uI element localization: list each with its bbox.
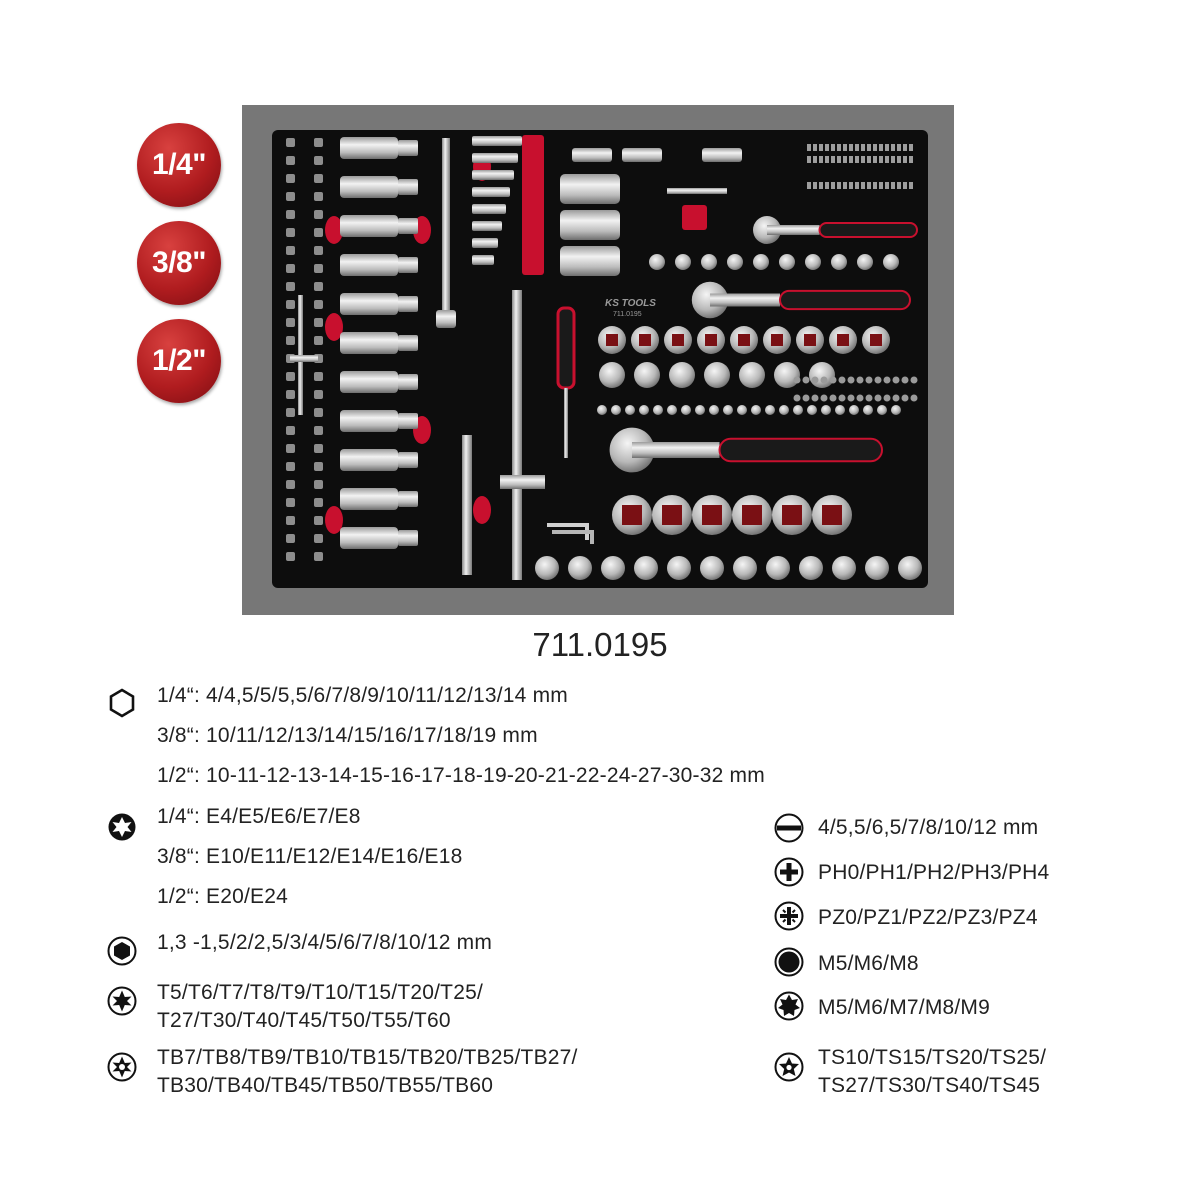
deep-socket-end <box>398 257 418 273</box>
pozidriv-icon <box>774 901 804 931</box>
bit <box>314 390 323 399</box>
socket-drive <box>870 334 882 346</box>
bit <box>314 408 323 417</box>
deep-socket <box>340 371 398 393</box>
bit-socket <box>863 405 873 415</box>
bit-socket <box>807 405 817 415</box>
small-socket <box>472 170 514 180</box>
torx-bit <box>902 377 909 384</box>
ts-line-2: TS27/TS30/TS40/TS45 <box>818 1074 1041 1097</box>
bit-strip <box>885 144 889 151</box>
torx-bore-icon <box>107 1052 137 1082</box>
torx-bit <box>902 395 909 402</box>
deep-socket <box>340 254 398 276</box>
bit <box>286 444 295 453</box>
bottom-socket <box>634 556 658 580</box>
e-torx-icon <box>107 812 137 842</box>
phillips-line: PH0/PH1/PH2/PH3/PH4 <box>818 861 1050 884</box>
xzn-line: M5/M6/M7/M8/M9 <box>818 996 990 1019</box>
bit-strip <box>891 144 895 151</box>
deep-socket <box>340 449 398 471</box>
bit-strip <box>825 182 829 189</box>
bit-strip <box>861 182 865 189</box>
torx-bit <box>893 377 900 384</box>
ratchet-neck <box>767 225 820 235</box>
bottom-socket <box>700 556 724 580</box>
bit-strip <box>891 156 895 163</box>
bit-socket <box>877 405 887 415</box>
bit-strip <box>879 144 883 151</box>
torx-bit <box>794 377 801 384</box>
bit-strip <box>861 156 865 163</box>
bit-strip <box>879 156 883 163</box>
screwdriver-handle <box>558 308 574 388</box>
socket-12 <box>634 362 660 388</box>
hexagon-outline-icon <box>107 688 137 718</box>
bit <box>286 498 295 507</box>
socket-drive <box>672 334 684 346</box>
screwdriver-shaft <box>564 388 568 458</box>
socket-38 <box>560 210 620 240</box>
bit <box>286 480 295 489</box>
bottom-socket <box>832 556 856 580</box>
torx-bit <box>839 395 846 402</box>
bit-strip <box>837 182 841 189</box>
hex-socket-line-1: 1/4“: 4/4,5/5/5,5/6/7/8/9/10/11/12/13/14 mm <box>157 684 568 707</box>
bit <box>286 318 295 327</box>
torx-bit <box>848 395 855 402</box>
small-socket <box>472 238 498 248</box>
bit-strip <box>837 156 841 163</box>
socket-12 <box>599 362 625 388</box>
bit <box>286 462 295 471</box>
bit-strip <box>885 156 889 163</box>
socket-14 <box>857 254 873 270</box>
slotted-icon <box>774 813 804 843</box>
ratchet-neck <box>632 442 720 458</box>
bit-socket <box>597 405 607 415</box>
ts-line-1: TS10/TS15/TS20/TS25/ <box>818 1046 1047 1069</box>
deep-socket-end <box>398 374 418 390</box>
small-socket <box>472 136 522 146</box>
spline-line: M5/M6/M8 <box>818 952 919 975</box>
socket-drive <box>804 334 816 346</box>
tray-logo-text: KS TOOLS <box>605 298 656 309</box>
large-socket-drive <box>622 505 642 525</box>
bit-socket <box>891 405 901 415</box>
bit-socket <box>667 405 677 415</box>
socket-drive <box>705 334 717 346</box>
bit-strip <box>873 156 877 163</box>
torx-bit <box>866 395 873 402</box>
bit <box>314 336 323 345</box>
bit-strip <box>819 144 823 151</box>
bit <box>286 336 295 345</box>
bit <box>286 552 295 561</box>
bit-strip <box>849 182 853 189</box>
torx-bit <box>857 377 864 384</box>
bit-socket <box>737 405 747 415</box>
ratchet-grip <box>720 439 883 461</box>
slotted-line: 4/5,5/6,5/7/8/10/12 mm <box>818 816 1039 839</box>
bit-strip <box>849 156 853 163</box>
torx-line-2: T27/T30/T40/T45/T50/T55/T60 <box>157 1009 451 1032</box>
socket-12 <box>739 362 765 388</box>
bit-strip <box>825 156 829 163</box>
socket-38 <box>560 174 620 204</box>
socket-14 <box>727 254 743 270</box>
bottom-socket <box>766 556 790 580</box>
deep-socket <box>340 527 398 549</box>
deep-socket <box>340 293 398 315</box>
bit-strip <box>843 182 847 189</box>
bit <box>286 138 295 147</box>
e-torx-line-3: 1/2“: E20/E24 <box>157 885 289 908</box>
bit <box>314 210 323 219</box>
bit <box>314 534 323 543</box>
hex-key-icon <box>107 936 137 966</box>
size-badge-half: 1/2" <box>137 319 221 403</box>
bit-strip <box>903 144 907 151</box>
phillips-icon <box>774 857 804 887</box>
socket-drive <box>639 334 651 346</box>
socket-14 <box>753 254 769 270</box>
extension-bar <box>442 138 450 318</box>
bit <box>286 300 295 309</box>
bit-strip <box>807 156 811 163</box>
bit <box>286 426 295 435</box>
bit <box>314 552 323 561</box>
large-socket-drive <box>702 505 722 525</box>
universal-joint <box>572 148 612 162</box>
bit <box>314 282 323 291</box>
torx-bit <box>812 377 819 384</box>
bit <box>314 192 323 201</box>
bit-strip <box>855 182 859 189</box>
bit-strip <box>897 144 901 151</box>
bit-strip <box>819 156 823 163</box>
bottom-socket <box>667 556 691 580</box>
socket-38 <box>560 246 620 276</box>
t-bar-cross <box>500 475 545 489</box>
bit <box>286 534 295 543</box>
bit-strip <box>831 156 835 163</box>
tool-tray <box>272 130 928 588</box>
socket-14 <box>701 254 717 270</box>
bit-strip <box>867 182 871 189</box>
socket-12 <box>774 362 800 388</box>
bit <box>286 228 295 237</box>
bit-strip <box>891 182 895 189</box>
bit-socket <box>849 405 859 415</box>
bottom-socket <box>799 556 823 580</box>
size-badge-quarter: 1/4" <box>137 123 221 207</box>
torx-bit <box>830 395 837 402</box>
torx-bit <box>839 377 846 384</box>
bit-strip <box>807 144 811 151</box>
bit-strip <box>813 144 817 151</box>
bit-socket <box>695 405 705 415</box>
bit-strip <box>873 144 877 151</box>
hex-socket-line-2: 3/8“: 10/11/12/13/14/15/16/17/18/19 mm <box>157 724 538 747</box>
torx-bit <box>803 395 810 402</box>
bit <box>286 246 295 255</box>
bit-strip <box>807 182 811 189</box>
bit <box>314 264 323 273</box>
ratchet-grip <box>780 291 910 309</box>
article-number: 711.0195 <box>532 626 668 663</box>
bit-socket <box>681 405 691 415</box>
bit <box>286 408 295 417</box>
deep-socket <box>340 137 398 159</box>
torx-bit <box>830 377 837 384</box>
bit <box>314 156 323 165</box>
torx-bit <box>893 395 900 402</box>
bit-strip <box>819 182 823 189</box>
torx-bore-line-1: TB7/TB8/TB9/TB10/TB15/TB20/TB25/TB27/ <box>157 1046 578 1069</box>
socket-drive <box>606 334 618 346</box>
bit <box>286 282 295 291</box>
bit <box>314 228 323 237</box>
socket-12 <box>704 362 730 388</box>
bit <box>286 174 295 183</box>
bit-strip <box>813 156 817 163</box>
small-extension <box>667 188 727 194</box>
large-socket-drive <box>782 505 802 525</box>
bit-socket <box>835 405 845 415</box>
small-socket <box>472 187 510 197</box>
bit-strip <box>831 182 835 189</box>
small-socket <box>472 204 506 214</box>
e-torx-line-2: 3/8“: E10/E11/E12/E14/E16/E18 <box>157 845 463 868</box>
deep-socket <box>340 176 398 198</box>
bit-strip <box>867 156 871 163</box>
universal-joint <box>702 148 742 162</box>
bottom-socket <box>535 556 559 580</box>
hex-socket-line-3: 1/2“: 10-11-12-13-14-15-16-17-18-19-20-21-22-24-27-30-32 mm <box>157 764 765 787</box>
socket-14 <box>779 254 795 270</box>
bit-strip <box>843 144 847 151</box>
deep-socket-end <box>398 335 418 351</box>
bit-socket <box>709 405 719 415</box>
bit-strip <box>879 182 883 189</box>
socket-12 <box>669 362 695 388</box>
socket-14 <box>649 254 665 270</box>
deep-socket-end <box>398 140 418 156</box>
bit <box>314 498 323 507</box>
short-extension <box>462 435 472 575</box>
small-socket <box>472 255 494 265</box>
bit <box>314 138 323 147</box>
universal-joint <box>622 148 662 162</box>
torx-bit <box>875 377 882 384</box>
bit <box>286 156 295 165</box>
bit-strip <box>837 144 841 151</box>
bit <box>314 246 323 255</box>
torx-bit <box>911 395 918 402</box>
spline-icon <box>774 947 804 977</box>
bit-strip <box>831 144 835 151</box>
bit-rail <box>522 135 544 275</box>
bottom-socket <box>568 556 592 580</box>
finger-cutout <box>473 496 491 524</box>
large-socket-drive <box>742 505 762 525</box>
large-socket-drive <box>822 505 842 525</box>
bit-strip <box>873 182 877 189</box>
torx-bit <box>884 395 891 402</box>
torx-icon <box>107 986 137 1016</box>
bit-strip <box>813 182 817 189</box>
t-bar <box>512 290 522 580</box>
bit <box>286 264 295 273</box>
extension-end <box>436 310 456 328</box>
deep-socket-end <box>398 491 418 507</box>
bottom-socket <box>733 556 757 580</box>
torx-line-1: T5/T6/T7/T8/T9/T10/T15/T20/T25/ <box>157 981 483 1004</box>
bit-strip <box>903 156 907 163</box>
deep-socket-end <box>398 530 418 546</box>
bit-socket <box>653 405 663 415</box>
bit-strip <box>909 156 913 163</box>
bit <box>286 210 295 219</box>
socket-drive <box>738 334 750 346</box>
t-handle-bar <box>290 355 318 362</box>
deep-socket <box>340 488 398 510</box>
bit-strip <box>897 156 901 163</box>
socket-14 <box>883 254 899 270</box>
ratchet-neck <box>710 294 780 307</box>
torx-bit <box>857 395 864 402</box>
deep-socket-end <box>398 413 418 429</box>
deep-socket-end <box>398 218 418 234</box>
tray-code-text: 711.0195 <box>613 311 642 318</box>
bit-strip <box>861 144 865 151</box>
bit-socket <box>821 405 831 415</box>
torx-bit <box>812 395 819 402</box>
large-socket-drive <box>662 505 682 525</box>
socket-14 <box>805 254 821 270</box>
torx-bit <box>821 377 828 384</box>
small-socket <box>472 221 502 231</box>
ratchet-grip <box>820 223 918 237</box>
bit <box>314 318 323 327</box>
holder <box>682 205 707 230</box>
bit <box>314 444 323 453</box>
bit-strip <box>855 144 859 151</box>
bit <box>314 372 323 381</box>
bottom-socket <box>865 556 889 580</box>
bit <box>286 390 295 399</box>
bit-strip <box>825 144 829 151</box>
pozidriv-line: PZ0/PZ1/PZ2/PZ3/PZ4 <box>818 906 1038 929</box>
bit-strip <box>855 156 859 163</box>
bit-strip <box>885 182 889 189</box>
small-socket <box>472 153 518 163</box>
bit-socket <box>639 405 649 415</box>
bit-socket <box>723 405 733 415</box>
socket-drive <box>771 334 783 346</box>
deep-socket <box>340 410 398 432</box>
bit <box>314 480 323 489</box>
bit <box>286 516 295 525</box>
torx-bit <box>911 377 918 384</box>
bit <box>314 426 323 435</box>
bit-socket <box>779 405 789 415</box>
bit-socket <box>611 405 621 415</box>
e-torx-line-1: 1/4“: E4/E5/E6/E7/E8 <box>157 805 361 828</box>
bit-strip <box>897 182 901 189</box>
torx-bit <box>794 395 801 402</box>
deep-socket <box>340 215 398 237</box>
torx-bit <box>875 395 882 402</box>
bit-strip <box>903 182 907 189</box>
xzn-icon <box>774 991 804 1021</box>
bit-socket <box>765 405 775 415</box>
torx-bit <box>884 377 891 384</box>
bit-strip <box>849 144 853 151</box>
bit <box>314 174 323 183</box>
torx-bit <box>821 395 828 402</box>
torx-bit <box>803 377 810 384</box>
torx-bit <box>866 377 873 384</box>
bottom-socket <box>898 556 922 580</box>
ts-icon <box>774 1052 804 1082</box>
bit <box>314 462 323 471</box>
bit-socket <box>625 405 635 415</box>
hex-key-line: 1,3 -1,5/2/2,5/3/4/5/6/7/8/10/12 mm <box>157 931 493 954</box>
size-badge-three-eighths: 3/8" <box>137 221 221 305</box>
bit <box>314 516 323 525</box>
deep-socket-end <box>398 452 418 468</box>
bottom-socket <box>601 556 625 580</box>
bit-socket <box>793 405 803 415</box>
bit-strip <box>867 144 871 151</box>
socket-drive <box>837 334 849 346</box>
bit <box>286 372 295 381</box>
bit-socket <box>751 405 761 415</box>
deep-socket <box>340 332 398 354</box>
bit <box>314 300 323 309</box>
socket-14 <box>675 254 691 270</box>
bit-strip <box>843 156 847 163</box>
bit-strip <box>909 144 913 151</box>
bit-strip <box>909 182 913 189</box>
socket-12 <box>809 362 835 388</box>
bit <box>286 192 295 201</box>
deep-socket-end <box>398 296 418 312</box>
tray-illustration <box>272 130 928 588</box>
socket-14 <box>831 254 847 270</box>
deep-socket-end <box>398 179 418 195</box>
torx-bit <box>848 377 855 384</box>
torx-bore-line-2: TB30/TB40/TB45/TB50/TB55/TB60 <box>157 1074 494 1097</box>
